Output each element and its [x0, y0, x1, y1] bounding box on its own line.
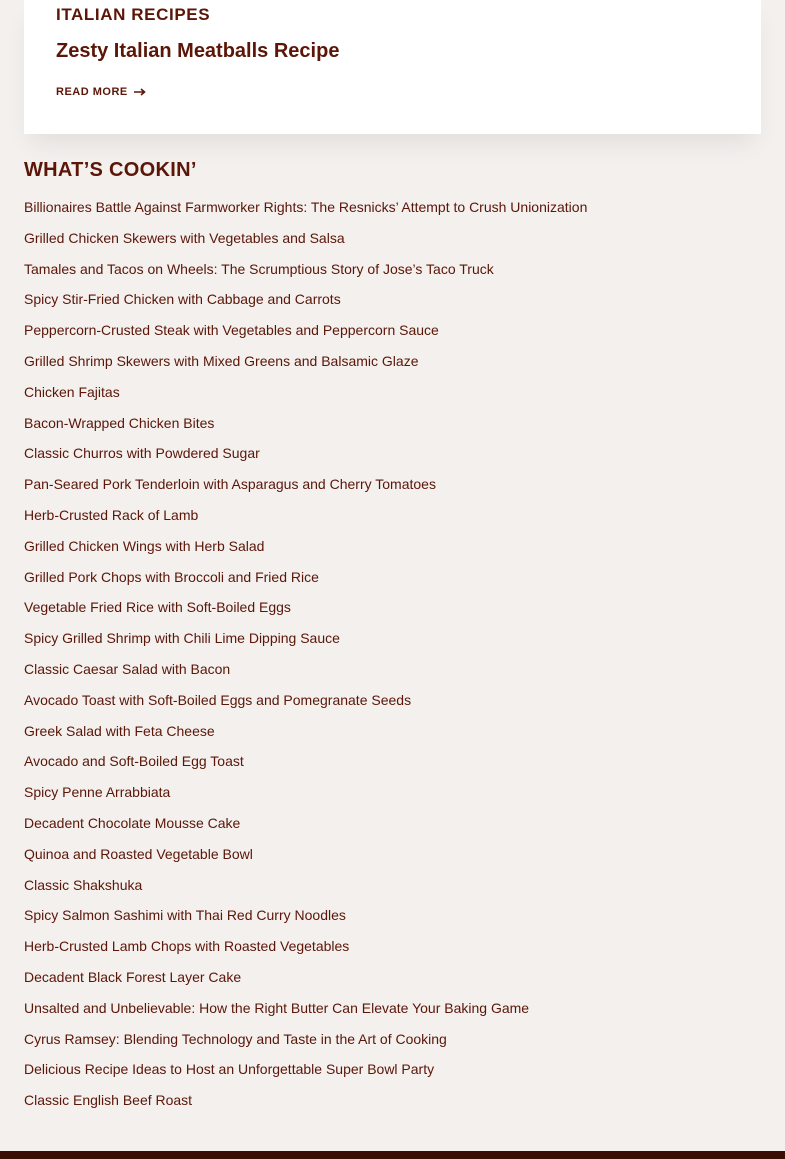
recent-post-link[interactable]: Vegetable Fried Rice with Soft-Boiled Eggs: [24, 599, 291, 616]
list-item: [24, 566, 761, 597]
list-item: [24, 227, 761, 258]
list-item: [24, 627, 761, 658]
list-item: [24, 319, 761, 350]
list-item: [24, 412, 761, 443]
list-item: [24, 966, 761, 997]
footer-bar: [0, 1151, 785, 1159]
widget-title: WHAT’S COOKIN’: [24, 159, 197, 181]
list-item: [24, 935, 761, 966]
arrow-right-icon: [134, 88, 146, 96]
list-item: [24, 504, 761, 535]
list-item: [24, 381, 761, 412]
recent-post-link[interactable]: Decadent Chocolate Mousse Cake: [24, 814, 241, 831]
recent-post-link[interactable]: Spicy Grilled Shrimp with Chili Lime Dipping Sauce: [24, 630, 340, 647]
list-item: [24, 904, 761, 935]
list-item: [24, 1028, 761, 1059]
recent-post-link[interactable]: Classic Shakshuka: [24, 876, 143, 893]
recent-post-link[interactable]: Unsalted and Unbelievable: How the Right Butter Can Elevate Your Baking Game: [24, 999, 530, 1016]
recent-post-link[interactable]: Avocado and Soft-Boiled Egg Toast: [24, 753, 244, 770]
recent-post-link[interactable]: Bacon-Wrapped Chicken Bites: [24, 414, 215, 431]
list-item: [24, 196, 761, 227]
recent-post-link[interactable]: Grilled Chicken Wings with Herb Salad: [24, 537, 265, 554]
recent-post-link[interactable]: Decadent Black Forest Layer Cake: [24, 968, 242, 985]
read-more-label: READ MORE: [56, 86, 128, 98]
read-more-link[interactable]: [56, 86, 146, 98]
list-item: [24, 781, 761, 812]
list-item: [24, 689, 761, 720]
list-item: [24, 596, 761, 627]
recent-post-link[interactable]: Herb-Crusted Rack of Lamb: [24, 506, 199, 523]
list-item: [24, 874, 761, 905]
recent-post-link[interactable]: Classic Caesar Salad with Bacon: [24, 660, 231, 677]
recent-post-link[interactable]: Quinoa and Roasted Vegetable Bowl: [24, 845, 253, 862]
recent-post-link[interactable]: Avocado Toast with Soft-Boiled Eggs and Pomegranate Seeds: [24, 691, 412, 708]
list-item: [24, 658, 761, 689]
recent-post-link[interactable]: Cyrus Ramsey: Blending Technology and Taste in the Art of Cooking: [24, 1030, 447, 1047]
recent-post-link[interactable]: Grilled Shrimp Skewers with Mixed Greens and Balsamic Glaze: [24, 352, 419, 369]
recent-post-link[interactable]: Grilled Pork Chops with Broccoli and Fried Rice: [24, 568, 319, 585]
list-item: [24, 997, 761, 1028]
post-title-link[interactable]: Zesty Italian Meatballs Recipe: [56, 40, 340, 62]
recent-post-link[interactable]: Tamales and Tacos on Wheels: The Scrumptious Story of Jose’s Taco Truck: [24, 260, 494, 277]
recent-post-link[interactable]: Grilled Chicken Skewers with Vegetables and Salsa: [24, 229, 345, 246]
list-item: [24, 1089, 761, 1120]
recent-post-link[interactable]: Spicy Stir-Fried Chicken with Cabbage and Carrots: [24, 291, 341, 308]
list-item: [24, 258, 761, 289]
list-item: [24, 1058, 761, 1089]
recent-post-link[interactable]: Pan-Seared Pork Tenderloin with Asparagus and Cherry Tomatoes: [24, 476, 436, 493]
list-item: [24, 720, 761, 751]
recent-posts-list: [24, 196, 761, 1120]
recent-post-link[interactable]: Spicy Penne Arrabbiata: [24, 784, 171, 801]
recent-post-link[interactable]: Classic English Beef Roast: [24, 1092, 193, 1109]
list-item: [24, 442, 761, 473]
recent-post-link[interactable]: Delicious Recipe Ideas to Host an Unforgettable Super Bowl Party: [24, 1061, 435, 1078]
list-item: [24, 843, 761, 874]
list-item: [24, 350, 761, 381]
list-item: [24, 473, 761, 504]
list-item: [24, 288, 761, 319]
recent-post-link[interactable]: Spicy Salmon Sashimi with Thai Red Curry Noodles: [24, 907, 346, 924]
list-item: [24, 535, 761, 566]
recent-post-link[interactable]: Greek Salad with Feta Cheese: [24, 722, 215, 739]
recent-post-link[interactable]: Classic Churros with Powdered Sugar: [24, 445, 260, 462]
recent-post-link[interactable]: Chicken Fajitas: [24, 383, 120, 400]
post-card: [24, 0, 761, 134]
post-category-link[interactable]: ITALIAN RECIPES: [56, 5, 211, 24]
list-item: [24, 812, 761, 843]
recent-post-link[interactable]: Peppercorn-Crusted Steak with Vegetables and Peppercorn Sauce: [24, 322, 439, 339]
list-item: [24, 750, 761, 781]
recent-post-link[interactable]: Billionaires Battle Against Farmworker Rights: The Resnicks’ Attempt to Crush Unionization: [24, 199, 588, 215]
recent-post-link[interactable]: Herb-Crusted Lamb Chops with Roasted Vegetables: [24, 938, 350, 955]
